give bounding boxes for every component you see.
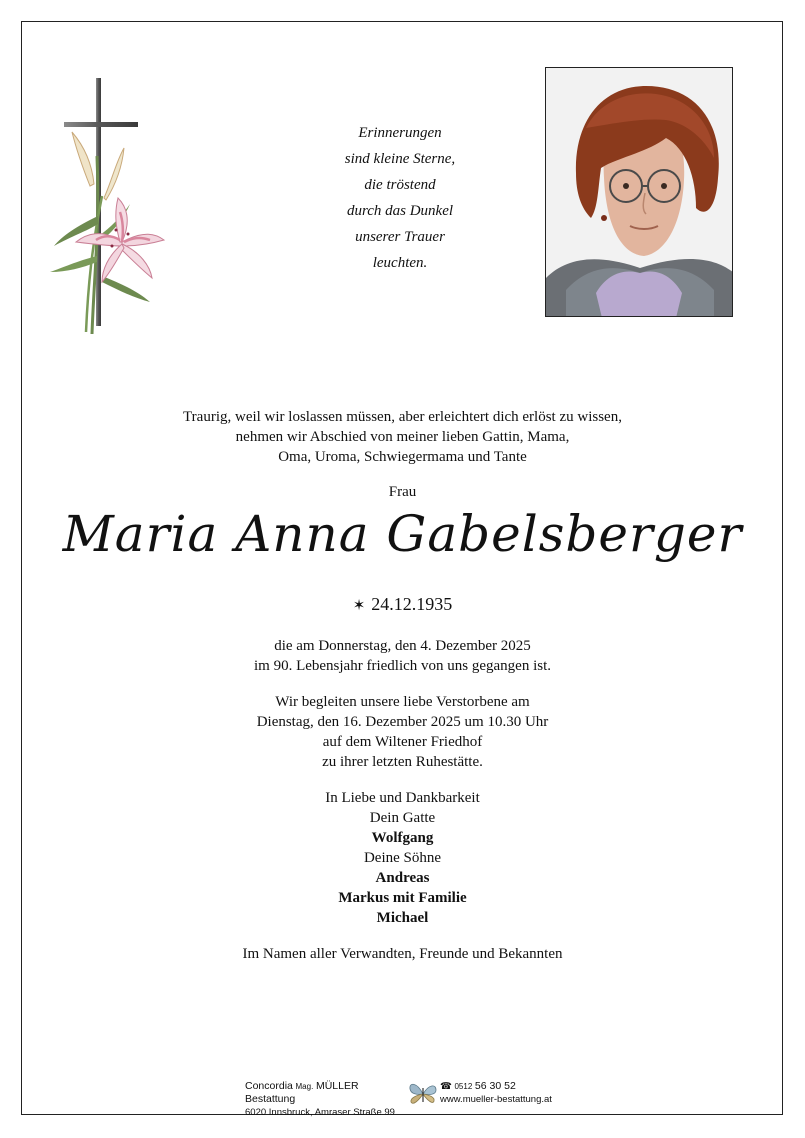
poem-line: Erinnerungen [358, 125, 442, 141]
poem-line: sind kleine Sterne, [344, 151, 456, 167]
deceased-name: Maria Anna Gabelsberger [62, 505, 743, 563]
funeral-line: Dienstag, den 16. Dezember 2025 um 10.30 Uhr [256, 714, 549, 730]
footer-contact [440, 1080, 565, 1106]
star-icon: ✶ [352, 598, 366, 614]
son-name: Andreas [375, 870, 430, 886]
poem-line: leuchten. [372, 255, 428, 271]
funeral-line: zu ihrer letzten Ruhestätte. [322, 754, 483, 770]
company-name-end: MÜLLER Bestattung [245, 1080, 359, 1105]
company-address: 6020 Innsbruck, Amraser Straße 99 [245, 1107, 395, 1118]
sons-label: Deine Söhne [363, 850, 442, 866]
intro-text [100, 407, 705, 467]
company-title: Mag. [295, 1082, 314, 1091]
intro-line: Oma, Uroma, Schwiegermama und Tante [278, 449, 527, 465]
footer [0, 1080, 805, 1118]
intro-line: Traurig, weil wir loslassen müssen, aber erleichtert dich erlöst zu wissen, [183, 409, 622, 425]
phone-prefix: 0512 [454, 1082, 473, 1091]
husband-label: Dein Gatte [369, 810, 436, 826]
salutation: Frau [388, 484, 417, 500]
poem-line: durch das Dunkel [346, 203, 454, 219]
son-name: Michael [376, 910, 429, 926]
funeral-line: Wir begleiten unsere liebe Verstorbene am [275, 694, 530, 710]
birth-date: 24.12.1935 [371, 594, 453, 614]
cross-with-lily-icon [42, 76, 177, 338]
husband-name: Wolfgang [371, 830, 434, 846]
portrait-photo [545, 67, 733, 317]
death-line: im 90. Lebensjahr friedlich von uns gegangen ist. [253, 658, 551, 674]
mourners-intro: In Liebe und Dankbarkeit [325, 790, 480, 806]
footer-company-info [245, 1080, 405, 1119]
company-name: Concordia [245, 1080, 293, 1092]
poem-line: unserer Trauer [355, 229, 445, 245]
death-notice [0, 636, 805, 676]
portrait-image [546, 68, 733, 317]
birth-date-line [0, 594, 805, 615]
butterfly-icon [407, 1080, 439, 1108]
funeral-line: auf dem Wiltener Friedhof [322, 734, 483, 750]
intro-line: nehmen wir Abschied von meiner lieben Gattin, Mama, [235, 429, 570, 445]
death-line: die am Donnerstag, den 4. Dezember 2025 [274, 638, 531, 654]
mourners-list [0, 788, 805, 928]
funeral-info [0, 692, 805, 772]
poem-line: die tröstend [364, 177, 436, 193]
website-link[interactable]: www.mueller-bestattung.at [440, 1094, 552, 1105]
closing-text: Im Namen aller Verwandten, Freunde und Bekannten [242, 946, 563, 962]
phone-icon: ☎ [440, 1081, 452, 1092]
phone-number: 56 30 52 [474, 1080, 516, 1092]
poem [300, 120, 500, 276]
son-name: Markus mit Familie [338, 890, 467, 906]
